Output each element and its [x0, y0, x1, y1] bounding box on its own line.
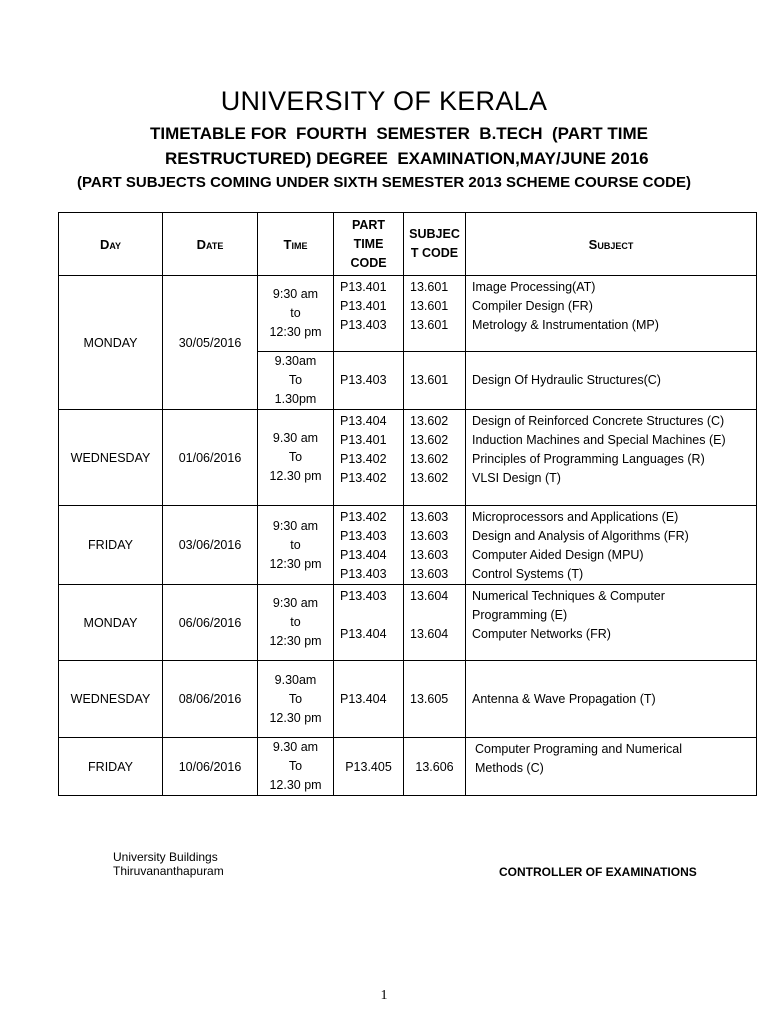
header-date: Date [163, 213, 258, 276]
subject-code-cell: 13.601 [404, 352, 466, 410]
subject-cell: Design of Reinforced Concrete Structures (C) Induction Machines and Special Machines (E) Principles of Programming Languages (R) VLSI Design (T) [466, 410, 757, 506]
page-number: 1 [380, 988, 388, 1003]
university-title: UNIVERSITY OF KERALA [220, 86, 548, 116]
part-code-cell: P13.405 [334, 738, 404, 796]
timetable [58, 212, 757, 796]
address-line-1: University Buildings [113, 850, 218, 864]
date-cell: 10/06/2016 [163, 738, 258, 796]
time-cell: 9.30 am To 12.30 pm [258, 410, 334, 506]
table-row [59, 506, 757, 585]
timetable-subtitle: (PART SUBJECTS COMING UNDER SIXTH SEMESTER 2013 SCHEME COURSE CODE) [77, 174, 691, 191]
date-cell: 03/06/2016 [163, 506, 258, 585]
part-code-cell: P13.404 P13.401 P13.402 P13.402 [334, 410, 404, 506]
time-cell: 9.30 am To 12.30 pm [258, 738, 334, 796]
header-subject-code: SUBJEC T CODE [404, 213, 466, 276]
subject-code-cell: 13.602 13.602 13.602 13.602 [404, 410, 466, 506]
subject-cell: Microprocessors and Applications (E) Design and Analysis of Algorithms (FR) Computer Aided Design (MPU) Control Systems (T) [466, 506, 757, 585]
subject-code-cell: 13.605 [404, 661, 466, 738]
date-cell: 01/06/2016 [163, 410, 258, 506]
subject-cell: Design Of Hydraulic Structures(C) [466, 352, 757, 410]
header-day: Day [59, 213, 163, 276]
subject-code-cell: 13.601 13.601 13.601 [404, 276, 466, 352]
date-cell: 30/05/2016 [163, 276, 258, 410]
day-cell: MONDAY [59, 276, 163, 410]
day-cell: WEDNESDAY [59, 661, 163, 738]
signatory: CONTROLLER OF EXAMINATIONS [499, 865, 697, 879]
part-code-cell: P13.403 [334, 352, 404, 410]
subject-cell: Numerical Techniques & Computer Programming (E) Computer Networks (FR) [466, 585, 757, 661]
table-row [59, 738, 757, 796]
subject-cell: Computer Programing and Numerical Methods (C) [466, 738, 757, 796]
subject-code-cell: 13.604 13.604 [404, 585, 466, 661]
time-cell: 9.30am To 12.30 pm [258, 661, 334, 738]
table-row [59, 410, 757, 506]
subject-code-cell: 13.603 13.603 13.603 13.603 [404, 506, 466, 585]
table-row [59, 661, 757, 738]
day-cell: WEDNESDAY [59, 410, 163, 506]
part-code-cell: P13.403 P13.404 [334, 585, 404, 661]
part-code-cell: P13.404 [334, 661, 404, 738]
day-cell: FRIDAY [59, 506, 163, 585]
part-code-cell: P13.402 P13.403 P13.404 P13.403 [334, 506, 404, 585]
date-cell: 08/06/2016 [163, 661, 258, 738]
day-cell: MONDAY [59, 585, 163, 661]
day-cell: FRIDAY [59, 738, 163, 796]
header-time: Time [258, 213, 334, 276]
time-cell: 9.30am To 1.30pm [258, 352, 334, 410]
header-part-time-code: PART TIME CODE [334, 213, 404, 276]
part-code-cell: P13.401 P13.401 P13.403 [334, 276, 404, 352]
subject-cell: Antenna & Wave Propagation (T) [466, 661, 757, 738]
time-cell: 9:30 am to 12:30 pm [258, 276, 334, 352]
university-address [113, 850, 224, 878]
subject-code-cell: 13.606 [404, 738, 466, 796]
time-cell: 9:30 am to 12:30 pm [258, 585, 334, 661]
timetable-title-line1: TIMETABLE FOR FOURTH SEMESTER B.TECH (PART TIME [150, 124, 649, 143]
date-cell: 06/06/2016 [163, 585, 258, 661]
timetable-title-line2: RESTRUCTURED) DEGREE EXAMINATION,MAY/JUNE 2016 [165, 149, 649, 168]
table-header-row [59, 213, 757, 276]
time-cell: 9:30 am to 12:30 pm [258, 506, 334, 585]
table-row [59, 585, 757, 661]
table-row [59, 276, 757, 352]
subject-cell: Image Processing(AT) Compiler Design (FR) Metrology & Instrumentation (MP) [466, 276, 757, 352]
address-line-2: Thiruvananthapuram [113, 864, 224, 878]
header-subject: Subject [466, 213, 757, 276]
